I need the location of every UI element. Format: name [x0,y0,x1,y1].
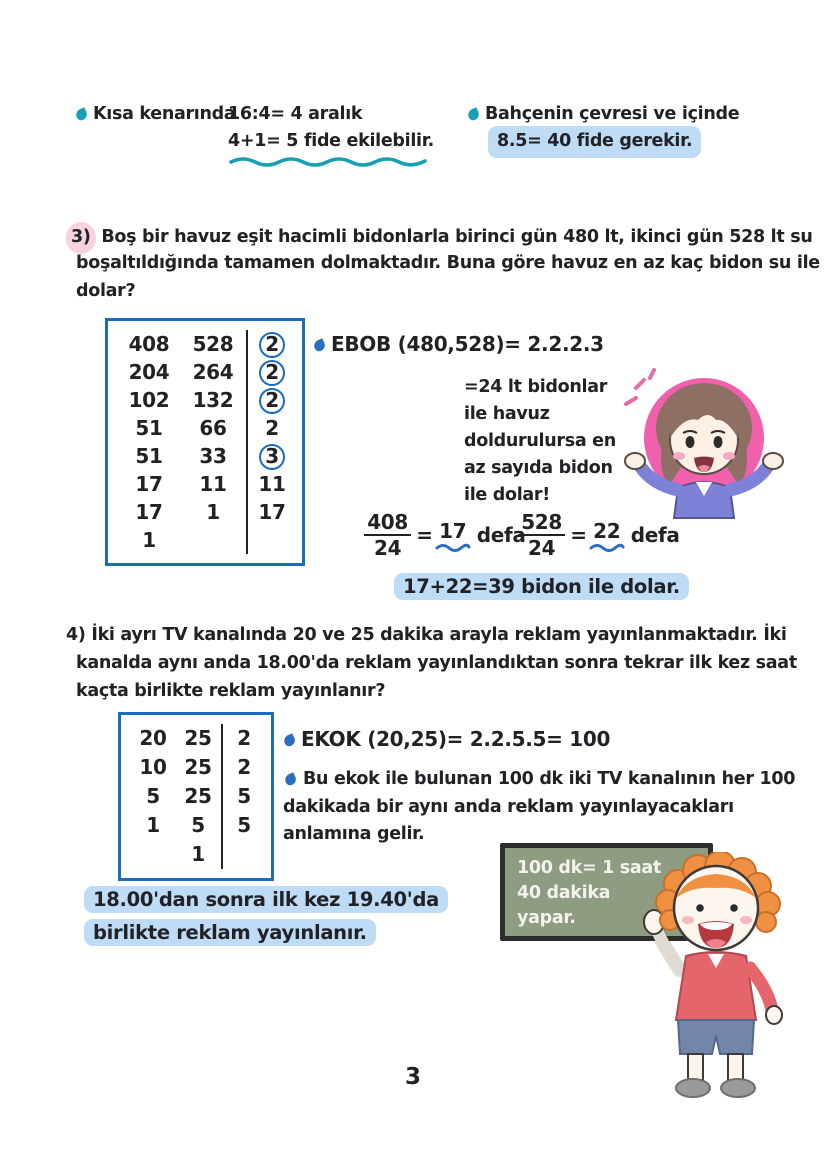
divisor-cell [246,386,296,414]
dividend-b: 11 [199,472,227,496]
dividend-a: 51 [135,416,163,440]
dividend-b: 25 [184,726,212,750]
problem4-conclusion-line1 [84,886,448,913]
ekok-text: EKOK (20,25)= 2.2.5.5= 100 [301,727,611,751]
fraction [518,510,565,560]
table-row [118,526,296,554]
leaf-bullet-icon [283,772,298,787]
numerator: 528 [521,510,563,534]
divisor-value: 2 [237,755,251,779]
result-value: 22 [593,518,621,543]
divisor-cell [221,724,265,753]
problem4-text1: İki ayrı TV kanalında 20 ve 25 dakika arayla reklam yayınlanmaktadır. İki [91,625,787,645]
divisor-cell [246,414,296,442]
divisor-value: 3 [259,444,285,470]
table-row [131,753,265,782]
table-row [118,330,296,358]
dividend-a: 5 [146,784,160,808]
dividend-b: 5 [191,813,205,837]
divisor-cell [246,442,296,470]
teal-wavy-underline-icon [228,155,436,167]
girl-explaining-illustration [612,366,792,521]
table-row [118,386,296,414]
dividend-b: 264 [192,360,234,384]
dividend-b: 33 [199,444,227,468]
dividend-a: 204 [128,360,170,384]
highlighted-answer: birlikte reklam yayınlanır. [84,919,376,946]
table-row [118,442,296,470]
note-short-edge [76,101,235,129]
exclamation-marks-icon [626,370,654,404]
divisor-value: 11 [258,472,286,496]
dividend-a [131,840,175,869]
dividend-b: 66 [199,416,227,440]
divisor-value: 2 [259,332,285,358]
problem4-line3: kaçta birlikte reklam yayınlanır? [76,680,386,701]
dividend-b: 1 [206,500,220,524]
note-garden [468,101,739,129]
dividend-a: 1 [142,528,156,552]
divisor-value: 2 [259,360,285,386]
dividend-b: 528 [192,332,234,356]
girl-note-line: ile dolar! [464,485,550,505]
dividend-a: 102 [128,388,170,412]
blue-wavy-underline-icon [435,543,471,552]
problem3-line2: boşaltıldığında tamamen dolmaktadır. Buna göre havuz en az kaç bidon su ile [76,253,820,273]
numerator: 408 [367,510,409,534]
equals-sign: = [416,523,433,547]
ekok-note-line: anlamına gelir. [283,824,425,844]
divisor-cell [246,330,296,358]
divisor-cell [221,753,265,782]
divisor-value: 17 [258,500,286,524]
fraction [364,510,411,560]
girl-note-line: az sayıda bidon [464,458,613,478]
result-with-underline [589,519,625,552]
leaf-bullet-icon [312,338,327,353]
dividend-a: 1 [146,813,160,837]
table-row [131,811,265,840]
dividend-a: 408 [128,332,170,356]
ekok-note-line: Bu ekok ile bulunan 100 dk iki TV kanalının her 100 [303,769,796,789]
problem3-conclusion [394,573,689,600]
dividend-b: 1 [191,842,205,866]
table-row [118,498,296,526]
table-row [118,358,296,386]
dividend-b [180,526,246,554]
problem4-conclusion-line2 [84,919,376,946]
leaf-bullet-icon [282,733,297,748]
table-row [118,414,296,442]
chalkboard-line: 100 dk= 1 saat [517,858,662,878]
dividend-a: 17 [135,472,163,496]
divisor-cell [221,782,265,811]
divisor-cell [246,498,296,526]
divisor-cell [221,811,265,840]
note-garden-line1: Bahçenin çevresi ve içinde [485,104,740,124]
fraction-528-24 [518,510,680,560]
problem3-number: 3) [66,222,96,254]
table-row [131,724,265,753]
problem3-text1: Boş bir havuz eşit hacimli bidonlarla birinci gün 480 lt, ikinci gün 528 lt su [101,227,813,247]
note-label: Kısa kenarında [93,104,236,124]
unit-label: defa [476,523,526,547]
note-calc-line2: 4+1= 5 fide ekilebilir. [228,131,434,151]
divisor-cell [221,840,265,869]
divisor-value: 5 [237,813,251,837]
dividend-a: 20 [139,726,167,750]
factor-table-480-528 [105,318,305,566]
girl-note-line: ile havuz [464,404,550,424]
boy-at-chalkboard-illustration [616,852,811,1102]
divisor-value: 2 [237,726,251,750]
denominator: 24 [518,534,565,560]
equals-sign: = [570,523,587,547]
ebob-text: EBOB (480,528)= 2.2.2.3 [331,332,604,356]
ekok-result [284,727,610,751]
ekok-note-line: dakikada bir aynı anda reklam yayınlayacakları [283,796,734,817]
ebob-result [314,332,604,356]
highlighted-answer: 8.5= 40 fide gerekir. [488,126,701,158]
denominator: 24 [364,534,411,560]
dividend-a: 17 [135,500,163,524]
leaf-bullet-icon [466,107,481,122]
problem3-line3: dolar? [76,280,136,301]
chalkboard-line: yapar. [517,908,576,928]
blue-wavy-underline-icon [589,543,625,552]
divisor-cell [246,470,296,498]
fraction-408-24 [364,510,526,560]
divisor-value: 5 [237,784,251,808]
note-calc-line1: 16:4= 4 aralık [228,104,363,124]
girl-note-line: =24 lt bidonlar [464,377,608,397]
dividend-a: 51 [135,444,163,468]
problem4-number: 4) [66,625,86,645]
highlighted-answer: 18.00'dan sonra ilk kez 19.40'da [84,886,448,913]
girl-note-line: doldurulursa en [464,431,616,451]
page-number: 3 [405,1064,421,1090]
problem4-line2: kanalda aynı anda 18.00'da reklam yayınlandıktan sonra tekrar ilk kez saat [76,653,797,673]
factor-table-20-25 [118,712,274,881]
chalkboard-line: 40 dakika [517,883,611,903]
divisor-cell [246,526,296,554]
divisor-cell [246,358,296,386]
divisor-value: 2 [259,388,285,414]
result-value: 17 [439,518,467,543]
dividend-b: 25 [184,784,212,808]
table-row [131,782,265,811]
problem3-line1 [66,222,812,254]
result-with-underline [435,519,471,552]
divisor-value: 2 [265,416,279,440]
highlighted-answer: 17+22=39 bidon ile dolar. [394,573,689,600]
leaf-bullet-icon [74,107,89,122]
dividend-a: 10 [139,755,167,779]
table-row [131,840,265,869]
note-garden-line2 [488,126,701,158]
dividend-b: 25 [184,755,212,779]
problem4-line1 [66,622,787,650]
unit-label: defa [630,523,680,547]
dividend-b: 132 [192,388,234,412]
table-row [118,470,296,498]
